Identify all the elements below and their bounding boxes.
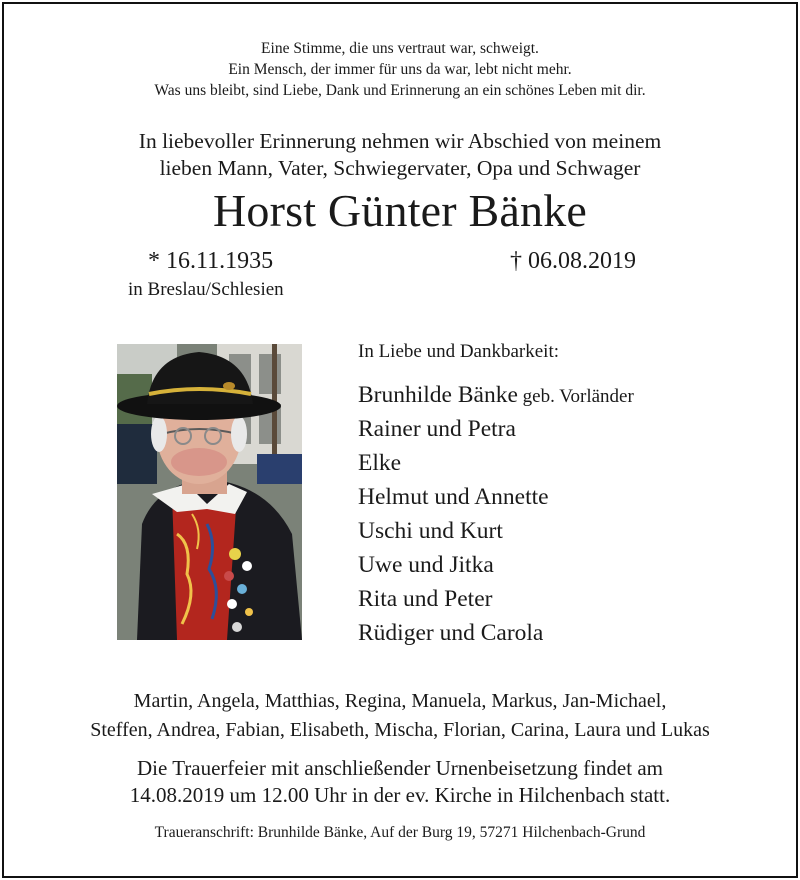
mourner-item: [358, 446, 634, 480]
mourner-item: [358, 514, 634, 548]
mourner-item: [358, 412, 634, 446]
mourning-address: Traueranschrift: Brunhilde Bänke, Auf der Burg 19, 57271 Hilchenbach-Grund: [154, 824, 646, 841]
mourner-name: Uwe und Jitka: [358, 552, 494, 578]
birthplace: in Breslau/Schlesien: [128, 279, 284, 300]
mourner-name: Rüdiger und Carola: [358, 620, 544, 646]
funeral-notice-line: Die Trauerfeier mit anschließender Urnenbeisetzung findet am: [137, 756, 663, 780]
intro-line: In liebevoller Erinnerung nehmen wir Abschied von meinem: [138, 129, 662, 153]
thanks-heading: In Liebe und Dankbarkeit:: [358, 341, 560, 362]
memorial-poem: [0, 38, 800, 101]
mourner-item: [358, 480, 634, 514]
deceased-name: Horst Günter Bänke: [212, 185, 588, 236]
poem-line: Was uns bleibt, sind Liebe, Dank und Erinnerung an ein schönes Leben mit dir.: [154, 82, 646, 99]
mourner-name: Elke: [358, 450, 402, 476]
funeral-notice: [0, 755, 800, 809]
mourner-name: Uschi und Kurt: [358, 518, 503, 544]
death-date: † 06.08.2019: [510, 248, 636, 274]
mourner-name: Brunhilde Bänke: [358, 382, 518, 408]
mourner-name: Helmut und Annette: [358, 484, 549, 510]
poem-line: Eine Stimme, die uns vertraut war, schweigt.: [261, 40, 539, 57]
funeral-notice-line: 14.08.2019 um 12.00 Uhr in der ev. Kirche in Hilchenbach statt.: [129, 783, 671, 807]
mourner-item: [358, 582, 634, 616]
intro-text: [0, 128, 800, 182]
birth-date: * 16.11.1935: [148, 248, 274, 274]
mourner-name: Rainer und Petra: [358, 416, 516, 442]
mourner-item: [358, 548, 634, 582]
grandchildren-list: [0, 687, 800, 745]
mourner-name: Rita und Peter: [358, 586, 493, 612]
mourner-item: [358, 616, 634, 650]
mourners-list: [358, 378, 634, 650]
grandchildren-line: Steffen, Andrea, Fabian, Elisabeth, Mischa, Florian, Carina, Laura und Lukas: [90, 719, 710, 741]
grandchildren-line: Martin, Angela, Matthias, Regina, Manuela, Markus, Jan-Michael,: [133, 690, 667, 712]
portrait-photo: [117, 344, 302, 640]
mourner-item: [358, 378, 634, 412]
poem-line: Ein Mensch, der immer für uns da war, lebt nicht mehr.: [228, 61, 572, 78]
mourner-suffix: geb. Vorländer: [517, 386, 634, 407]
intro-line: lieben Mann, Vater, Schwiegervater, Opa und Schwager: [159, 156, 641, 180]
